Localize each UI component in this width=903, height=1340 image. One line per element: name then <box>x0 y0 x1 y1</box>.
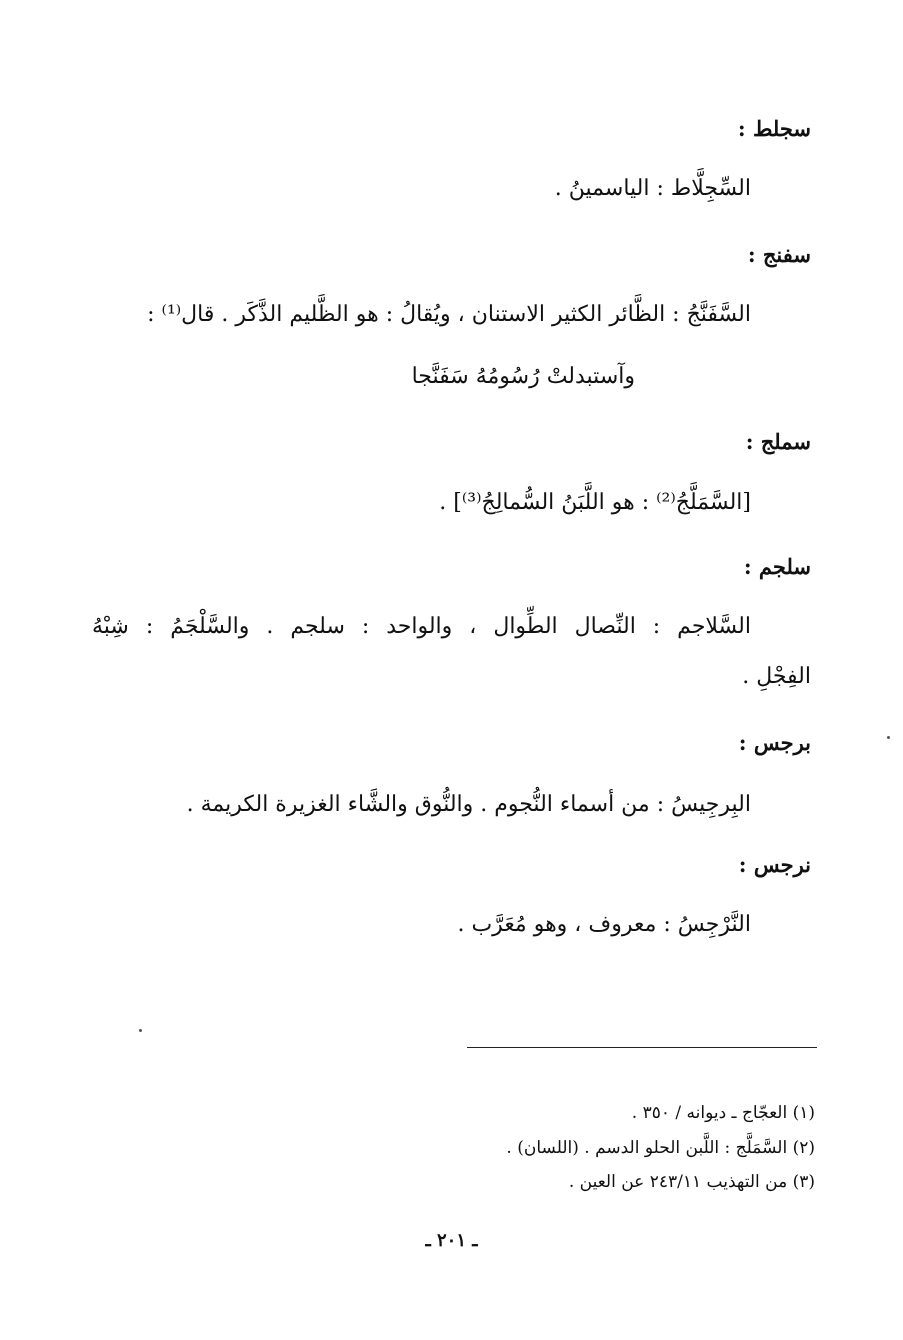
entry-heading-sjlt: سجلط : <box>737 116 811 141</box>
scan-speck <box>887 736 890 739</box>
footnote-3: (٣) من التهذيب ٢٤٣/١١ عن العين . <box>568 1172 815 1192</box>
entry-text-sljm-continued: الفِجْلِ . <box>742 664 811 689</box>
footnote-1: (١) العجّاج ـ ديوانه / ٣٥٠ . <box>631 1103 815 1123</box>
entry-verse-sfnj: وآستبدلتْ رُسُومُهُ سَفَنَّجا <box>411 364 635 389</box>
entry-text-sjlt: السِّجِلَّاط : الياسمينُ . <box>554 176 751 201</box>
entry-heading-brjs: برجس : <box>738 730 811 755</box>
entry-heading-sljm: سلجم : <box>743 554 811 579</box>
entry-heading-nrjs: نرجس : <box>738 852 811 877</box>
footnote-divider <box>467 1047 817 1048</box>
entry-heading-sfnj: سفنج : <box>747 242 811 267</box>
entry-text-brjs: البِرجِيسُ : من أسماء النُّجوم . والنُّوق والشَّاء الغزيرة الكريمة . <box>186 792 751 817</box>
footnote-2: (٢) السَّمَلَّج : اللَّبن الحلو الدسم . (اللسان) . <box>506 1138 815 1158</box>
entry-heading-smlj: سملج : <box>745 429 811 454</box>
entry-text-nrjs: النَّرْجِسُ : معروف ، وهو مُعَرَّب . <box>457 912 751 937</box>
entry-text-sfnj: السَّفَنَّجُ : الظَّائر الكثير الاستنان ، ويُقالُ : هو الظَّليم الذَّكَر . قال⁽¹⁾ : <box>147 302 751 327</box>
scan-speck <box>139 1029 142 1032</box>
page-number: ـ ٢٠١ ـ <box>425 1230 478 1251</box>
entry-text-sljm: السَّلاجم : النِّصال الطِّوال ، والواحد : سلجم . والسَّلْجَمُ : شِبْهُ <box>92 614 751 639</box>
entry-text-smlj: [السَّمَلَّجُ⁽²⁾ : هو اللَّبَنُ السُّمالِجُ⁽³⁾] . <box>439 490 751 515</box>
